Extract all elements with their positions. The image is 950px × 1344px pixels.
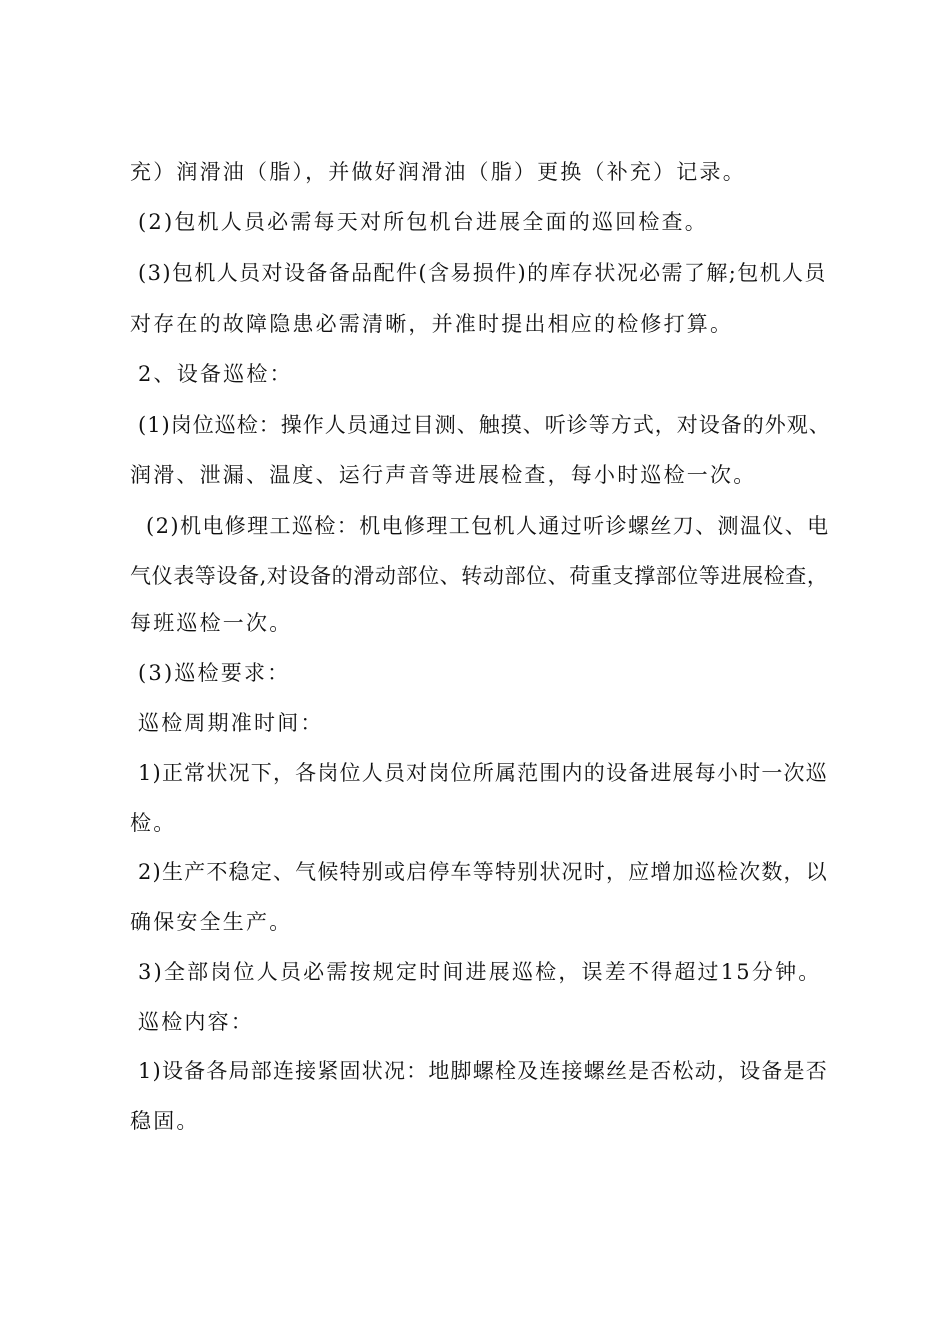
text-line: 充）润滑油（脂），并做好润滑油（脂）更换（补充）记录。 — [130, 160, 746, 184]
text-line: 每班巡检一次。 — [130, 611, 293, 635]
text-line: 1)正常状况下，各岗位人员对岗位所属范围内的设备进展每小时一次巡 — [138, 761, 828, 785]
section-heading: 2、设备巡检： — [138, 362, 293, 386]
subsection-heading: (3)巡检要求： — [138, 661, 291, 685]
text-line: 稳固。 — [130, 1109, 200, 1133]
text-line: 2)生产不稳定、气候特别或启停车等特别状况时，应增加巡检次数，以 — [138, 860, 828, 884]
text-line: (3)包机人员对设备备品配件(含易损件)的库存状况必需了解;包机人员 — [138, 261, 827, 285]
text-line: 润滑、泄漏、温度、运行声音等进展检查，每小时巡检一次。 — [130, 463, 757, 487]
subsection-heading: 巡检周期准时间： — [138, 711, 324, 735]
text-line: (2)机电修理工巡检：机电修理工包机人通过听诊螺丝刀、测温仪、电 — [146, 514, 830, 538]
text-line: 3)全部岗位人员必需按规定时间进展巡检，误差不得超过15分钟。 — [138, 960, 822, 984]
text-line: 检。 — [130, 811, 177, 835]
text-line: 气仪表等设备,对设备的滑动部位、转动部位、荷重支撑部位等进展检查， — [130, 564, 829, 588]
text-line: 确保安全生产。 — [130, 910, 293, 934]
subsection-heading: 巡检内容： — [138, 1010, 254, 1034]
text-line: 对存在的故障隐患必需清晰，并准时提出相应的检修打算。 — [130, 312, 734, 336]
text-line: (1)岗位巡检：操作人员通过目测、触摸、听诊等方式，对设备的外观、 — [138, 413, 831, 437]
text-line: (2)包机人员必需每天对所包机台进展全面的巡回检查。 — [138, 210, 708, 234]
text-line: 1)设备各局部连接紧固状况：地脚螺栓及连接螺丝是否松动，设备是否 — [138, 1059, 828, 1083]
